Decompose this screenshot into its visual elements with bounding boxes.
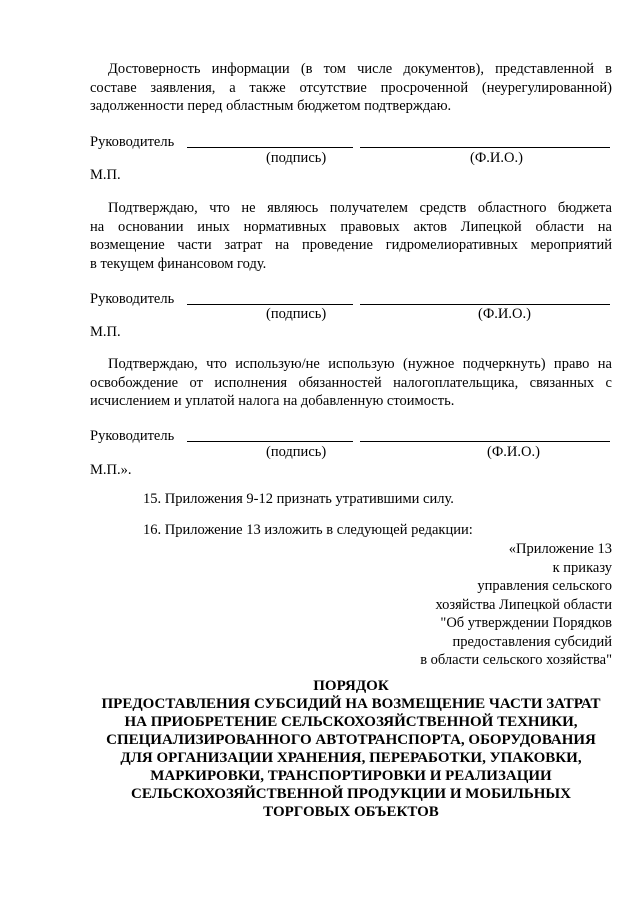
appendix-line: хозяйства Липецкой области [435, 596, 612, 613]
signature-line-2 [90, 290, 612, 308]
title-line: СЕЛЬСКОХОЗЯЙСТВЕННОЙ ПРОДУКЦИИ И МОБИЛЬНЫХ [131, 786, 571, 802]
name-caption: (Ф.И.О.) [487, 444, 540, 460]
signature-caption: (подпись) [266, 306, 327, 322]
statement-paragraph-2 [90, 199, 612, 273]
document-page [90, 0, 612, 905]
appendix-line: «Приложение 13 [508, 541, 612, 557]
paragraph-line: на основании иных нормативных правовых актов Липецкой области на [90, 218, 612, 235]
appendix-line: в области сельского хозяйства" [420, 652, 612, 668]
name-caption: (Ф.И.О.) [478, 306, 531, 322]
stamp-place-label: М.П. [90, 324, 121, 340]
statement-paragraph-1 [90, 60, 612, 116]
signature-caption: (подпись) [266, 444, 327, 460]
signature-blank [187, 147, 353, 148]
title-line: ПРЕДОСТАВЛЕНИЯ СУБСИДИЙ НА ВОЗМЕЩЕНИЕ ЧАСТИ ЗАТРАТ [101, 696, 601, 712]
appendix-header [312, 540, 612, 670]
signature-line-1 [90, 133, 612, 151]
title-line: ДЛЯ ОРГАНИЗАЦИИ ХРАНЕНИЯ, ПЕРЕРАБОТКИ, УПАКОВКИ, [120, 750, 582, 766]
title-line: ПОРЯДОК [313, 678, 389, 694]
signature-blank [187, 441, 353, 442]
name-caption: (Ф.И.О.) [470, 150, 523, 166]
signature-label: Руководитель [90, 428, 175, 444]
item-15: 15. Приложения 9-12 признать утратившими силу. [143, 491, 454, 507]
title-line: МАРКИРОВКИ, ТРАНСПОРТИРОВКИ И РЕАЛИЗАЦИИ [150, 768, 552, 784]
appendix-line: "Об утверждении Порядков [440, 615, 612, 631]
stamp-place-label: М.П. [90, 167, 121, 183]
paragraph-line: Подтверждаю, что использую/не использую (нужное подчеркнуть) право на [108, 356, 612, 372]
item-16: 16. Приложение 13 изложить в следующей редакции: [143, 522, 473, 538]
appendix-line: управления сельского [477, 578, 612, 594]
paragraph-line: составе заявления, а также отсутствие просроченной (неурегулированной) [90, 79, 612, 96]
document-title [90, 677, 612, 821]
paragraph-line: Достоверность информации (в том числе документов), представленной в [108, 61, 612, 77]
signature-label: Руководитель [90, 291, 175, 307]
title-line: СПЕЦИАЛИЗИРОВАННОГО АВТОТРАНСПОРТА, ОБОРУДОВАНИЯ [106, 732, 596, 748]
paragraph-line: задолженности перед областным бюджетом подтверждаю. [90, 98, 452, 114]
appendix-line: предоставления субсидий [452, 633, 612, 650]
title-line: ТОРГОВЫХ ОБЪЕКТОВ [263, 804, 439, 820]
paragraph-line: освобождение от исполнения обязанностей налогоплательщика, связанных с [90, 374, 612, 391]
paragraph-line: в текущем финансовом году. [90, 255, 267, 272]
paragraph-line: исчислением и уплатой налога на добавленную стоимость. [90, 393, 455, 409]
signature-caption: (подпись) [266, 150, 327, 166]
signature-label: Руководитель [90, 134, 175, 150]
appendix-line: к приказу [552, 559, 612, 576]
paragraph-line: возмещение части затрат на проведение гидромелиоративных мероприятий [90, 237, 612, 253]
statement-paragraph-3 [90, 355, 612, 411]
title-line: НА ПРИОБРЕТЕНИЕ СЕЛЬСКОХОЗЯЙСТВЕННОЙ ТЕХНИКИ, [124, 714, 578, 730]
name-blank [360, 147, 610, 148]
name-blank [360, 441, 610, 442]
paragraph-line: Подтверждаю, что не являюсь получателем средств областного бюджета [108, 200, 612, 216]
stamp-place-label: М.П.». [90, 462, 132, 478]
